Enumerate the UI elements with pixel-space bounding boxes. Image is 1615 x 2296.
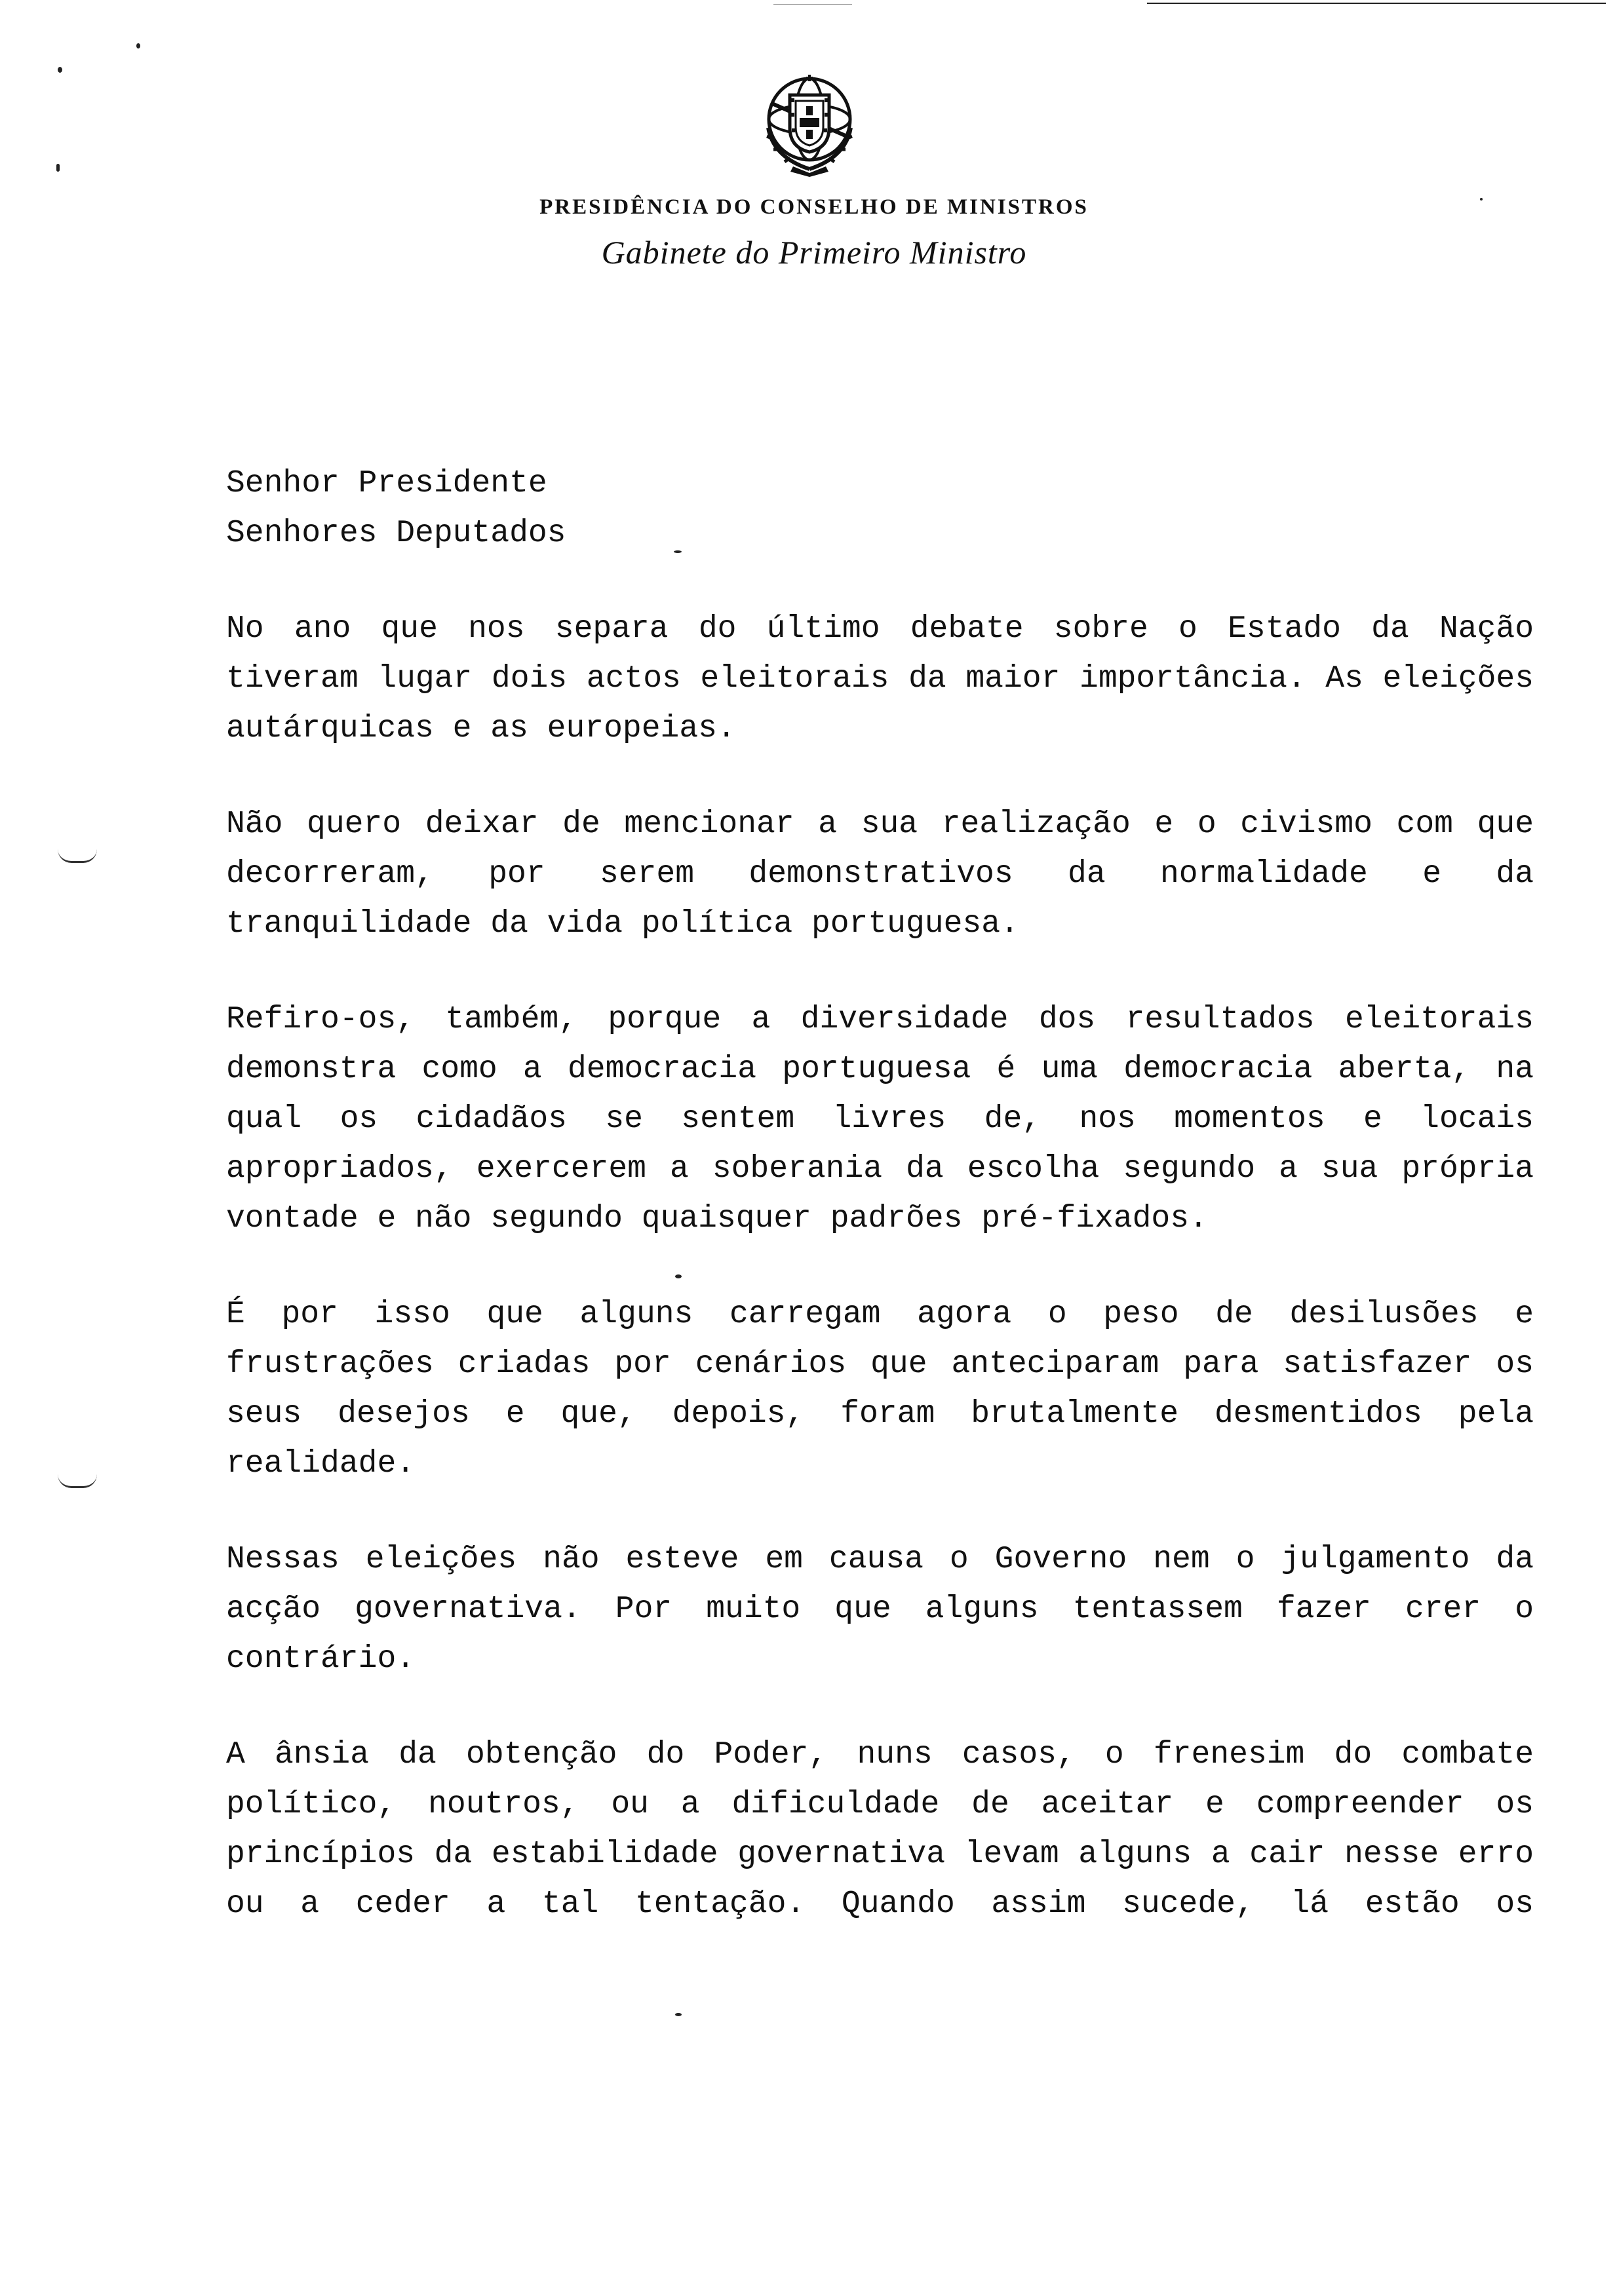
office-name: Gabinete do Primeiro Ministro [601, 234, 1027, 271]
paragraph: Refiro-os, também, porque a diversidade dos resultados eleitorais demonstra como a democracia portuguesa é uma democracia aberta, na qual os cidadãos se sentem livres de, nos momentos e locais apropriados, exercerem a soberania da escolha segundo a sua própria vontade e não segundo quaisquer padrões pré-fixados. [226, 1002, 1534, 1236]
scan-artifact-dot [56, 164, 60, 172]
paragraph: Não quero deixar de mencionar a sua realização e o civismo com que decorreram, por serem demonstrativos da normalidade e da tranquilidade da vida política portuguesa. [226, 807, 1534, 942]
scan-artifact-dot [58, 67, 62, 73]
paragraph: A ânsia da obtenção do Poder, nuns casos, o frenesim do combate político, noutros, ou a dificuldade de aceitar e compreender os princípios da estabilidade governativa levam alguns a cair nesse erro ou a ceder a tal tentação. Quando assim sucede, lá estão os [226, 1737, 1534, 1922]
scan-artifact-dot [675, 2013, 682, 2016]
scan-artifact-dot [136, 43, 140, 48]
paragraph: É por isso que alguns carregam agora o peso de desilusões e frustrações criadas por cenários que anteciparam para satisfazer os seus desejos e que, depois, foram brutalmente desmentidos pela realidade. [226, 1297, 1534, 1482]
portuguese-coat-of-arms-icon [754, 66, 865, 177]
speech-body [226, 459, 1534, 1929]
scan-artifact-line [1147, 3, 1606, 4]
punch-hole-mark [58, 1474, 97, 1488]
paragraph: Nessas eleições não esteve em causa o Governo nem o julgamento da acção governativa. Por muito que alguns tentassem fazer crer o contrário. [226, 1542, 1534, 1677]
organization-name: PRESIDÊNCIA DO CONSELHO DE MINISTROS [539, 195, 1089, 219]
paragraph: No ano que nos separa do último debate sobre o Estado da Nação tiveram lugar dois actos eleitorais da maior importância. As eleições autárquicas e as europeias. [226, 611, 1534, 746]
punch-hole-mark [58, 849, 97, 863]
salutation-line: Senhor Presidente [226, 466, 547, 501]
salutation-line: Senhores Deputados [226, 516, 566, 551]
scan-artifact-line [773, 4, 852, 5]
